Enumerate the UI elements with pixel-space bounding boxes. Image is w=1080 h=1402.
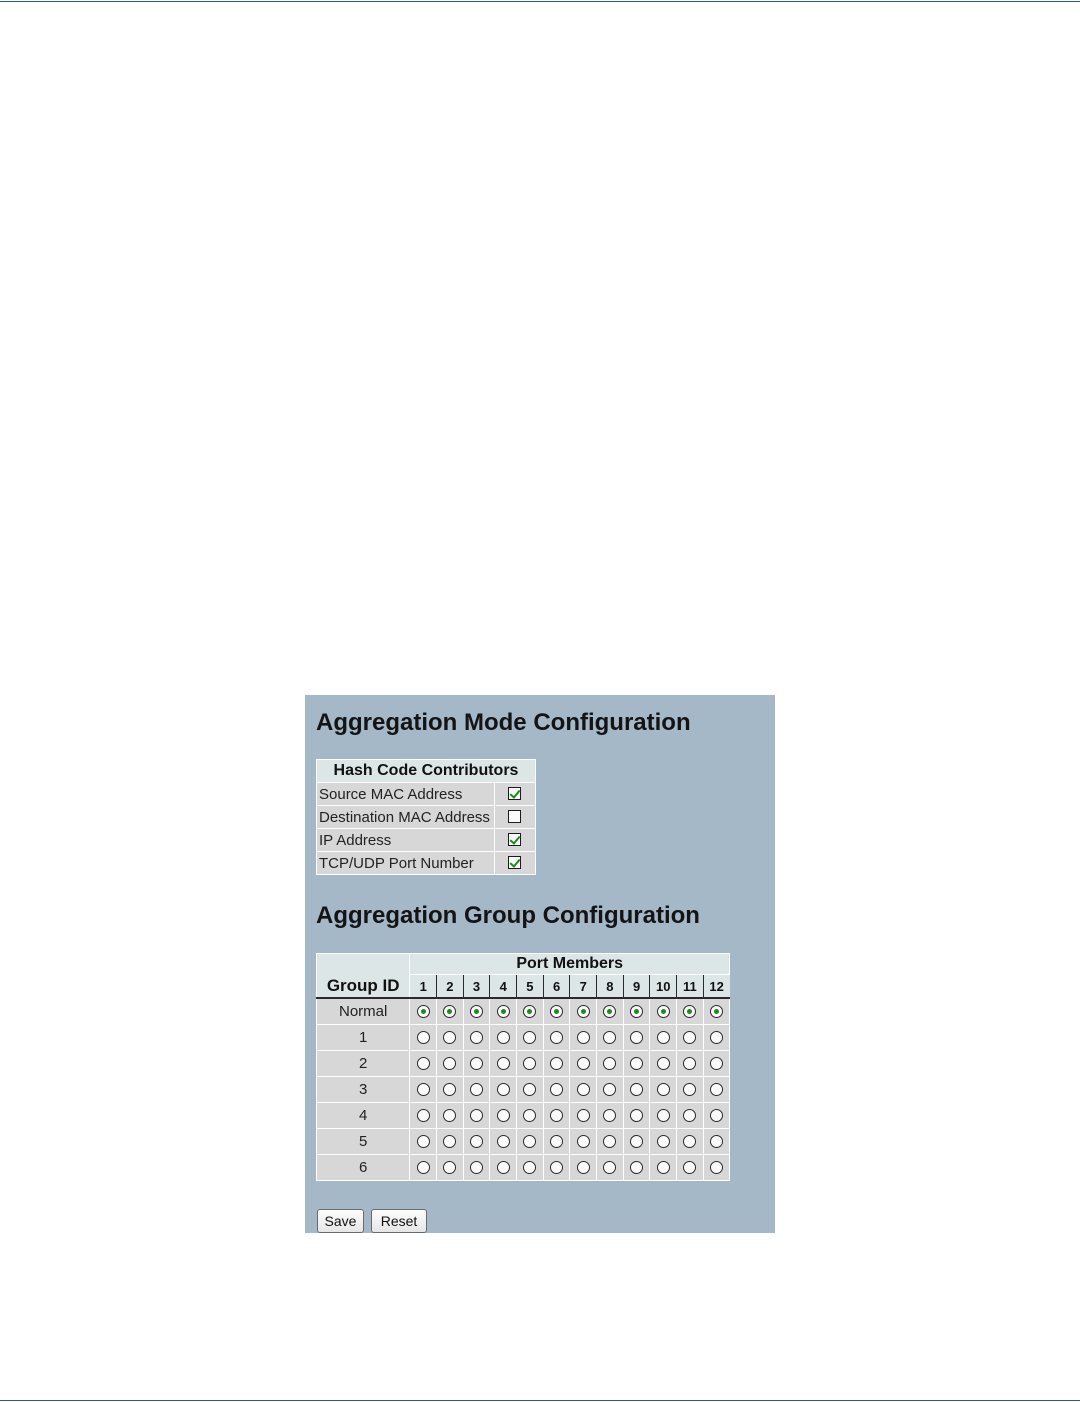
group-id-label: 5 <box>317 1129 410 1155</box>
group-id-label: 2 <box>317 1051 410 1077</box>
port-member-radio[interactable] <box>710 1135 723 1148</box>
port-member-cell <box>463 998 490 1025</box>
port-member-cell <box>517 1025 544 1051</box>
group-row <box>317 1077 730 1103</box>
group-id-label: Normal <box>317 998 410 1025</box>
group-row <box>317 1155 730 1181</box>
port-number-header: 1 <box>410 975 437 999</box>
port-member-radio[interactable] <box>470 1135 483 1148</box>
group-table-body <box>317 998 730 1181</box>
port-member-radio[interactable] <box>470 1083 483 1096</box>
hash-contributor-row <box>317 829 536 852</box>
port-member-radio[interactable] <box>630 1083 643 1096</box>
port-member-radio[interactable] <box>550 1161 563 1174</box>
hash-code-table <box>316 759 536 875</box>
hash-contributor-label: TCP/UDP Port Number <box>317 852 495 875</box>
port-member-radio[interactable] <box>577 1161 590 1174</box>
port-member-cell <box>650 1077 677 1103</box>
port-member-radio[interactable] <box>683 1083 696 1096</box>
port-member-cell <box>517 1103 544 1129</box>
port-member-cell <box>463 1155 490 1181</box>
port-member-cell <box>543 1129 570 1155</box>
port-member-cell <box>597 1051 624 1077</box>
port-member-radio[interactable] <box>577 1005 590 1018</box>
port-member-radio[interactable] <box>683 1135 696 1148</box>
hash-contributor-label: Destination MAC Address <box>317 806 495 829</box>
port-member-cell <box>623 1103 650 1129</box>
port-member-radio[interactable] <box>657 1135 670 1148</box>
port-member-radio[interactable] <box>577 1031 590 1044</box>
port-member-cell <box>623 1129 650 1155</box>
port-member-radio[interactable] <box>470 1057 483 1070</box>
port-number-header: 2 <box>437 975 464 999</box>
port-member-radio[interactable] <box>470 1005 483 1018</box>
port-member-radio[interactable] <box>630 1057 643 1070</box>
port-member-radio[interactable] <box>603 1135 616 1148</box>
hash-contributor-row <box>317 806 536 829</box>
port-member-cell <box>623 1051 650 1077</box>
port-member-cell <box>570 1155 597 1181</box>
hash-code-header: Hash Code Contributors <box>317 760 536 783</box>
port-member-radio[interactable] <box>710 1109 723 1122</box>
port-member-cell <box>703 1051 729 1077</box>
port-member-radio[interactable] <box>577 1109 590 1122</box>
port-member-cell <box>597 1077 624 1103</box>
port-member-cell <box>570 1077 597 1103</box>
port-member-radio[interactable] <box>417 1057 430 1070</box>
port-member-radio[interactable] <box>657 1005 670 1018</box>
port-number-header: 11 <box>677 975 704 999</box>
aggregation-panel <box>305 695 775 1233</box>
port-number-header: 6 <box>543 975 570 999</box>
hash-contributor-label: IP Address <box>317 829 495 852</box>
port-member-radio[interactable] <box>497 1031 510 1044</box>
port-member-cell <box>437 1025 464 1051</box>
port-member-cell <box>677 1025 704 1051</box>
port-member-cell <box>650 998 677 1025</box>
port-member-radio[interactable] <box>523 1031 536 1044</box>
port-member-cell <box>650 1155 677 1181</box>
port-member-radio[interactable] <box>497 1005 510 1018</box>
port-member-cell <box>650 1129 677 1155</box>
port-member-radio[interactable] <box>443 1005 456 1018</box>
port-member-cell <box>677 1129 704 1155</box>
port-member-radio[interactable] <box>657 1083 670 1096</box>
port-member-cell <box>597 1129 624 1155</box>
hash-contributor-row <box>317 783 536 806</box>
port-member-cell <box>650 1051 677 1077</box>
port-member-cell <box>410 1051 437 1077</box>
port-member-cell <box>437 998 464 1025</box>
port-member-cell <box>517 1155 544 1181</box>
hash-contributor-cell <box>494 806 535 829</box>
port-member-cell <box>463 1077 490 1103</box>
port-member-cell <box>517 998 544 1025</box>
port-member-radio[interactable] <box>603 1083 616 1096</box>
hash-contributor-checkbox[interactable] <box>508 810 521 823</box>
port-member-radio[interactable] <box>550 1057 563 1070</box>
port-member-cell <box>543 1155 570 1181</box>
port-member-radio[interactable] <box>417 1083 430 1096</box>
port-member-radio[interactable] <box>550 1031 563 1044</box>
save-button[interactable]: Save <box>317 1209 364 1233</box>
port-member-radio[interactable] <box>550 1135 563 1148</box>
port-member-cell <box>623 1155 650 1181</box>
port-member-cell <box>597 1103 624 1129</box>
port-member-cell <box>677 1103 704 1129</box>
port-member-radio[interactable] <box>550 1083 563 1096</box>
port-member-cell <box>703 1129 729 1155</box>
port-member-radio[interactable] <box>683 1161 696 1174</box>
port-member-cell <box>677 1077 704 1103</box>
port-member-cell <box>570 1103 597 1129</box>
port-member-radio[interactable] <box>710 1161 723 1174</box>
port-member-radio[interactable] <box>683 1109 696 1122</box>
port-member-cell <box>597 1025 624 1051</box>
port-member-cell <box>703 1103 729 1129</box>
port-member-radio[interactable] <box>443 1083 456 1096</box>
group-id-label: 1 <box>317 1025 410 1051</box>
top-rule <box>0 1 1080 2</box>
port-member-radio[interactable] <box>630 1109 643 1122</box>
port-member-radio[interactable] <box>497 1161 510 1174</box>
port-number-header: 3 <box>463 975 490 999</box>
port-member-cell <box>703 1155 729 1181</box>
port-member-radio[interactable] <box>497 1083 510 1096</box>
port-member-cell <box>570 1129 597 1155</box>
port-member-radio[interactable] <box>710 1031 723 1044</box>
port-number-header: 12 <box>703 975 729 999</box>
group-row <box>317 1025 730 1051</box>
port-member-radio[interactable] <box>630 1005 643 1018</box>
port-member-radio[interactable] <box>603 1005 616 1018</box>
port-member-radio[interactable] <box>603 1031 616 1044</box>
group-id-header: Group ID <box>317 954 410 999</box>
port-member-radio[interactable] <box>630 1135 643 1148</box>
port-number-header: 8 <box>597 975 624 999</box>
port-member-cell <box>650 1103 677 1129</box>
port-member-radio[interactable] <box>550 1109 563 1122</box>
hash-code-body <box>317 783 536 875</box>
port-member-cell <box>410 1077 437 1103</box>
port-member-radio[interactable] <box>577 1083 590 1096</box>
port-member-radio[interactable] <box>523 1135 536 1148</box>
port-member-radio[interactable] <box>417 1161 430 1174</box>
port-member-radio[interactable] <box>683 1005 696 1018</box>
port-member-cell <box>437 1155 464 1181</box>
port-number-header: 9 <box>623 975 650 999</box>
port-member-cell <box>463 1025 490 1051</box>
port-member-cell <box>623 1025 650 1051</box>
hash-contributor-checkbox[interactable] <box>508 833 521 846</box>
port-member-cell <box>490 1155 517 1181</box>
port-member-cell <box>437 1129 464 1155</box>
hash-contributor-row <box>317 852 536 875</box>
aggregation-group-table <box>316 953 730 1181</box>
port-member-cell <box>597 998 624 1025</box>
port-member-radio[interactable] <box>470 1031 483 1044</box>
port-member-cell <box>437 1103 464 1129</box>
port-member-cell <box>543 1025 570 1051</box>
port-member-cell <box>543 1051 570 1077</box>
port-member-radio[interactable] <box>657 1057 670 1070</box>
port-member-cell <box>677 1155 704 1181</box>
port-member-radio[interactable] <box>470 1109 483 1122</box>
port-member-cell <box>410 1155 437 1181</box>
port-member-radio[interactable] <box>630 1161 643 1174</box>
port-member-cell <box>543 1103 570 1129</box>
group-table-header <box>317 954 730 999</box>
port-member-cell <box>490 1103 517 1129</box>
reset-button[interactable]: Reset <box>371 1209 427 1233</box>
port-member-cell <box>490 1129 517 1155</box>
group-row <box>317 998 730 1025</box>
port-member-radio[interactable] <box>523 1005 536 1018</box>
port-member-cell <box>703 1077 729 1103</box>
hash-contributor-label: Source MAC Address <box>317 783 495 806</box>
port-member-cell <box>437 1077 464 1103</box>
port-member-cell <box>463 1129 490 1155</box>
port-number-header: 10 <box>650 975 677 999</box>
port-member-radio[interactable] <box>497 1135 510 1148</box>
port-member-cell <box>677 998 704 1025</box>
port-member-radio[interactable] <box>710 1057 723 1070</box>
port-member-cell <box>490 1077 517 1103</box>
port-member-cell <box>410 1103 437 1129</box>
bottom-rule <box>0 1400 1080 1401</box>
port-member-cell <box>570 1051 597 1077</box>
port-member-cell <box>570 998 597 1025</box>
port-member-cell <box>703 1025 729 1051</box>
aggregation-mode-title: Aggregation Mode Configuration <box>316 709 691 736</box>
port-member-radio[interactable] <box>603 1109 616 1122</box>
port-member-radio[interactable] <box>523 1109 536 1122</box>
hash-contributor-cell <box>494 852 535 875</box>
port-member-cell <box>490 1051 517 1077</box>
port-member-cell <box>570 1025 597 1051</box>
port-member-cell <box>543 998 570 1025</box>
hash-contributor-cell <box>494 783 535 806</box>
port-member-radio[interactable] <box>417 1135 430 1148</box>
port-member-radio[interactable] <box>443 1109 456 1122</box>
port-member-radio[interactable] <box>417 1005 430 1018</box>
group-row <box>317 1103 730 1129</box>
port-member-radio[interactable] <box>603 1161 616 1174</box>
port-member-cell <box>623 998 650 1025</box>
port-member-cell <box>410 1025 437 1051</box>
port-member-radio[interactable] <box>497 1057 510 1070</box>
port-member-radio[interactable] <box>417 1031 430 1044</box>
port-member-radio[interactable] <box>470 1161 483 1174</box>
port-members-header: Port Members <box>410 954 730 975</box>
group-id-label: 3 <box>317 1077 410 1103</box>
port-number-header: 7 <box>570 975 597 999</box>
port-member-radio[interactable] <box>683 1031 696 1044</box>
port-member-radio[interactable] <box>710 1005 723 1018</box>
port-member-radio[interactable] <box>443 1057 456 1070</box>
port-member-cell <box>463 1051 490 1077</box>
port-member-cell <box>490 998 517 1025</box>
port-member-cell <box>410 998 437 1025</box>
port-member-cell <box>597 1155 624 1181</box>
port-member-radio[interactable] <box>497 1109 510 1122</box>
port-member-radio[interactable] <box>657 1031 670 1044</box>
port-member-radio[interactable] <box>417 1109 430 1122</box>
port-member-radio[interactable] <box>577 1135 590 1148</box>
port-member-radio[interactable] <box>523 1057 536 1070</box>
group-row <box>317 1051 730 1077</box>
port-member-radio[interactable] <box>710 1083 723 1096</box>
port-member-radio[interactable] <box>577 1057 590 1070</box>
port-member-cell <box>703 998 729 1025</box>
aggregation-group-title: Aggregation Group Configuration <box>316 902 700 929</box>
port-member-radio[interactable] <box>443 1161 456 1174</box>
group-row <box>317 1129 730 1155</box>
port-member-radio[interactable] <box>443 1135 456 1148</box>
port-member-cell <box>490 1025 517 1051</box>
port-member-radio[interactable] <box>657 1161 670 1174</box>
port-member-radio[interactable] <box>443 1031 456 1044</box>
port-member-cell <box>517 1129 544 1155</box>
port-member-radio[interactable] <box>523 1161 536 1174</box>
port-member-cell <box>463 1103 490 1129</box>
port-member-cell <box>543 1077 570 1103</box>
port-member-radio[interactable] <box>657 1109 670 1122</box>
port-member-cell <box>517 1077 544 1103</box>
group-id-label: 6 <box>317 1155 410 1181</box>
port-member-cell <box>623 1077 650 1103</box>
port-member-radio[interactable] <box>603 1057 616 1070</box>
hash-contributor-checkbox[interactable] <box>508 856 521 869</box>
port-member-radio[interactable] <box>683 1057 696 1070</box>
port-member-cell <box>650 1025 677 1051</box>
port-number-header: 5 <box>517 975 544 999</box>
port-member-radio[interactable] <box>630 1031 643 1044</box>
port-member-cell <box>410 1129 437 1155</box>
port-member-radio[interactable] <box>550 1005 563 1018</box>
port-member-cell <box>517 1051 544 1077</box>
port-number-header: 4 <box>490 975 517 999</box>
group-id-label: 4 <box>317 1103 410 1129</box>
port-member-cell <box>677 1051 704 1077</box>
hash-contributor-cell <box>494 829 535 852</box>
port-member-cell <box>437 1051 464 1077</box>
hash-contributor-checkbox[interactable] <box>508 787 521 800</box>
port-member-radio[interactable] <box>523 1083 536 1096</box>
